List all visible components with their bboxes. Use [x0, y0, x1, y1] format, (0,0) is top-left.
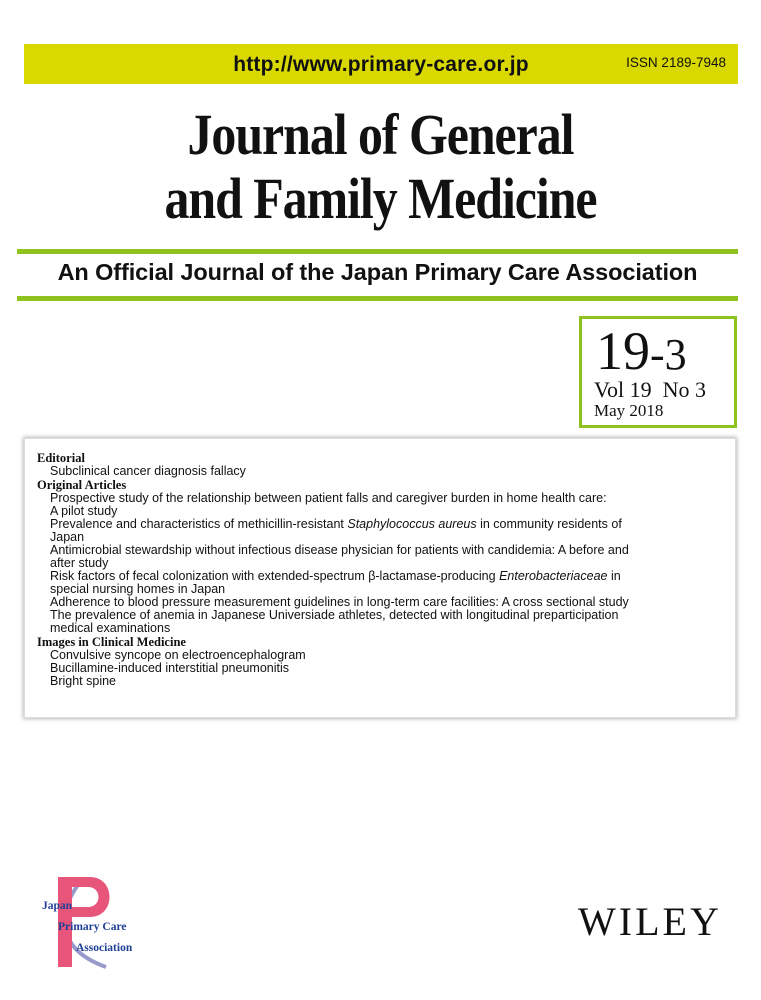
logo-line-japan: Japan: [42, 900, 73, 912]
bottom-divider: [17, 296, 738, 301]
journal-title-line1: Journal of General: [187, 102, 574, 167]
issue-number-main: 19: [596, 321, 650, 381]
issue-volume: Vol 19 No 3: [594, 377, 707, 402]
toc-article-title[interactable]: Bright spine: [50, 674, 117, 688]
toc-article-title[interactable]: special nursing homes in Japan: [50, 582, 226, 596]
issn-number: ISSN 2189-7948: [626, 55, 726, 70]
toc-article-title[interactable]: Risk factors of fecal colonization with extended-spectrum β-lactamase-producing Enterobacteriaceae in: [50, 569, 621, 583]
species-name: Staphylococcus aureus: [347, 517, 477, 531]
toc-article-title[interactable]: Japan: [50, 530, 85, 544]
toc-article-title[interactable]: medical examinations: [50, 621, 171, 635]
toc-article-title[interactable]: after study: [50, 556, 109, 570]
toc-article-title[interactable]: A pilot study: [50, 504, 118, 518]
logo-line-primary-care: Primary Care: [58, 921, 127, 933]
toc-section-heading: Editorial: [37, 451, 85, 465]
table-of-contents: [24, 438, 736, 718]
association-logo: [36, 875, 166, 970]
issue-date: May 2018: [594, 401, 664, 420]
journal-url[interactable]: http://www.primary-care.or.jp: [233, 53, 529, 76]
journal-title: [53, 103, 707, 231]
toc-article-title[interactable]: Adherence to blood pressure measurement guidelines in long-term care facilities: A cross sectional study: [50, 595, 629, 609]
toc-article-title[interactable]: The prevalence of anemia in Japanese Universiade athletes, detected with longitudinal preparticipation: [50, 608, 619, 622]
journal-title-line2: and Family Medicine: [164, 166, 597, 231]
toc-list: [25, 439, 735, 688]
publisher-logo: WILEY: [578, 899, 722, 944]
issue-box: [579, 316, 737, 428]
toc-article-title[interactable]: Convulsive syncope on electroencephalogram: [50, 648, 306, 662]
toc-article-title[interactable]: Prospective study of the relationship between patient falls and caregiver burden in home health care:: [50, 491, 607, 505]
species-name: Enterobacteriaceae: [499, 569, 608, 583]
toc-article-title[interactable]: Bucillamine-induced interstitial pneumonitis: [50, 661, 290, 675]
toc-section-heading: Images in Clinical Medicine: [37, 635, 186, 649]
toc-article-title[interactable]: Antimicrobial stewardship without infectious disease physician for patients with candidemia: A before and: [50, 543, 629, 557]
journal-subtitle: An Official Journal of the Japan Primary Care Association: [57, 259, 698, 285]
toc-article-title[interactable]: Prevalence and characteristics of methicillin-resistant Staphylococcus aureus in community residents of: [50, 517, 622, 531]
url-banner: [24, 44, 738, 84]
toc-article-title[interactable]: Subclinical cancer diagnosis fallacy: [50, 464, 246, 478]
logo-line-association: Association: [76, 942, 133, 954]
issue-number-sub: -3: [650, 330, 687, 379]
top-divider: [17, 249, 738, 254]
issue-number: [596, 321, 687, 385]
toc-section-heading: Original Articles: [37, 478, 127, 492]
